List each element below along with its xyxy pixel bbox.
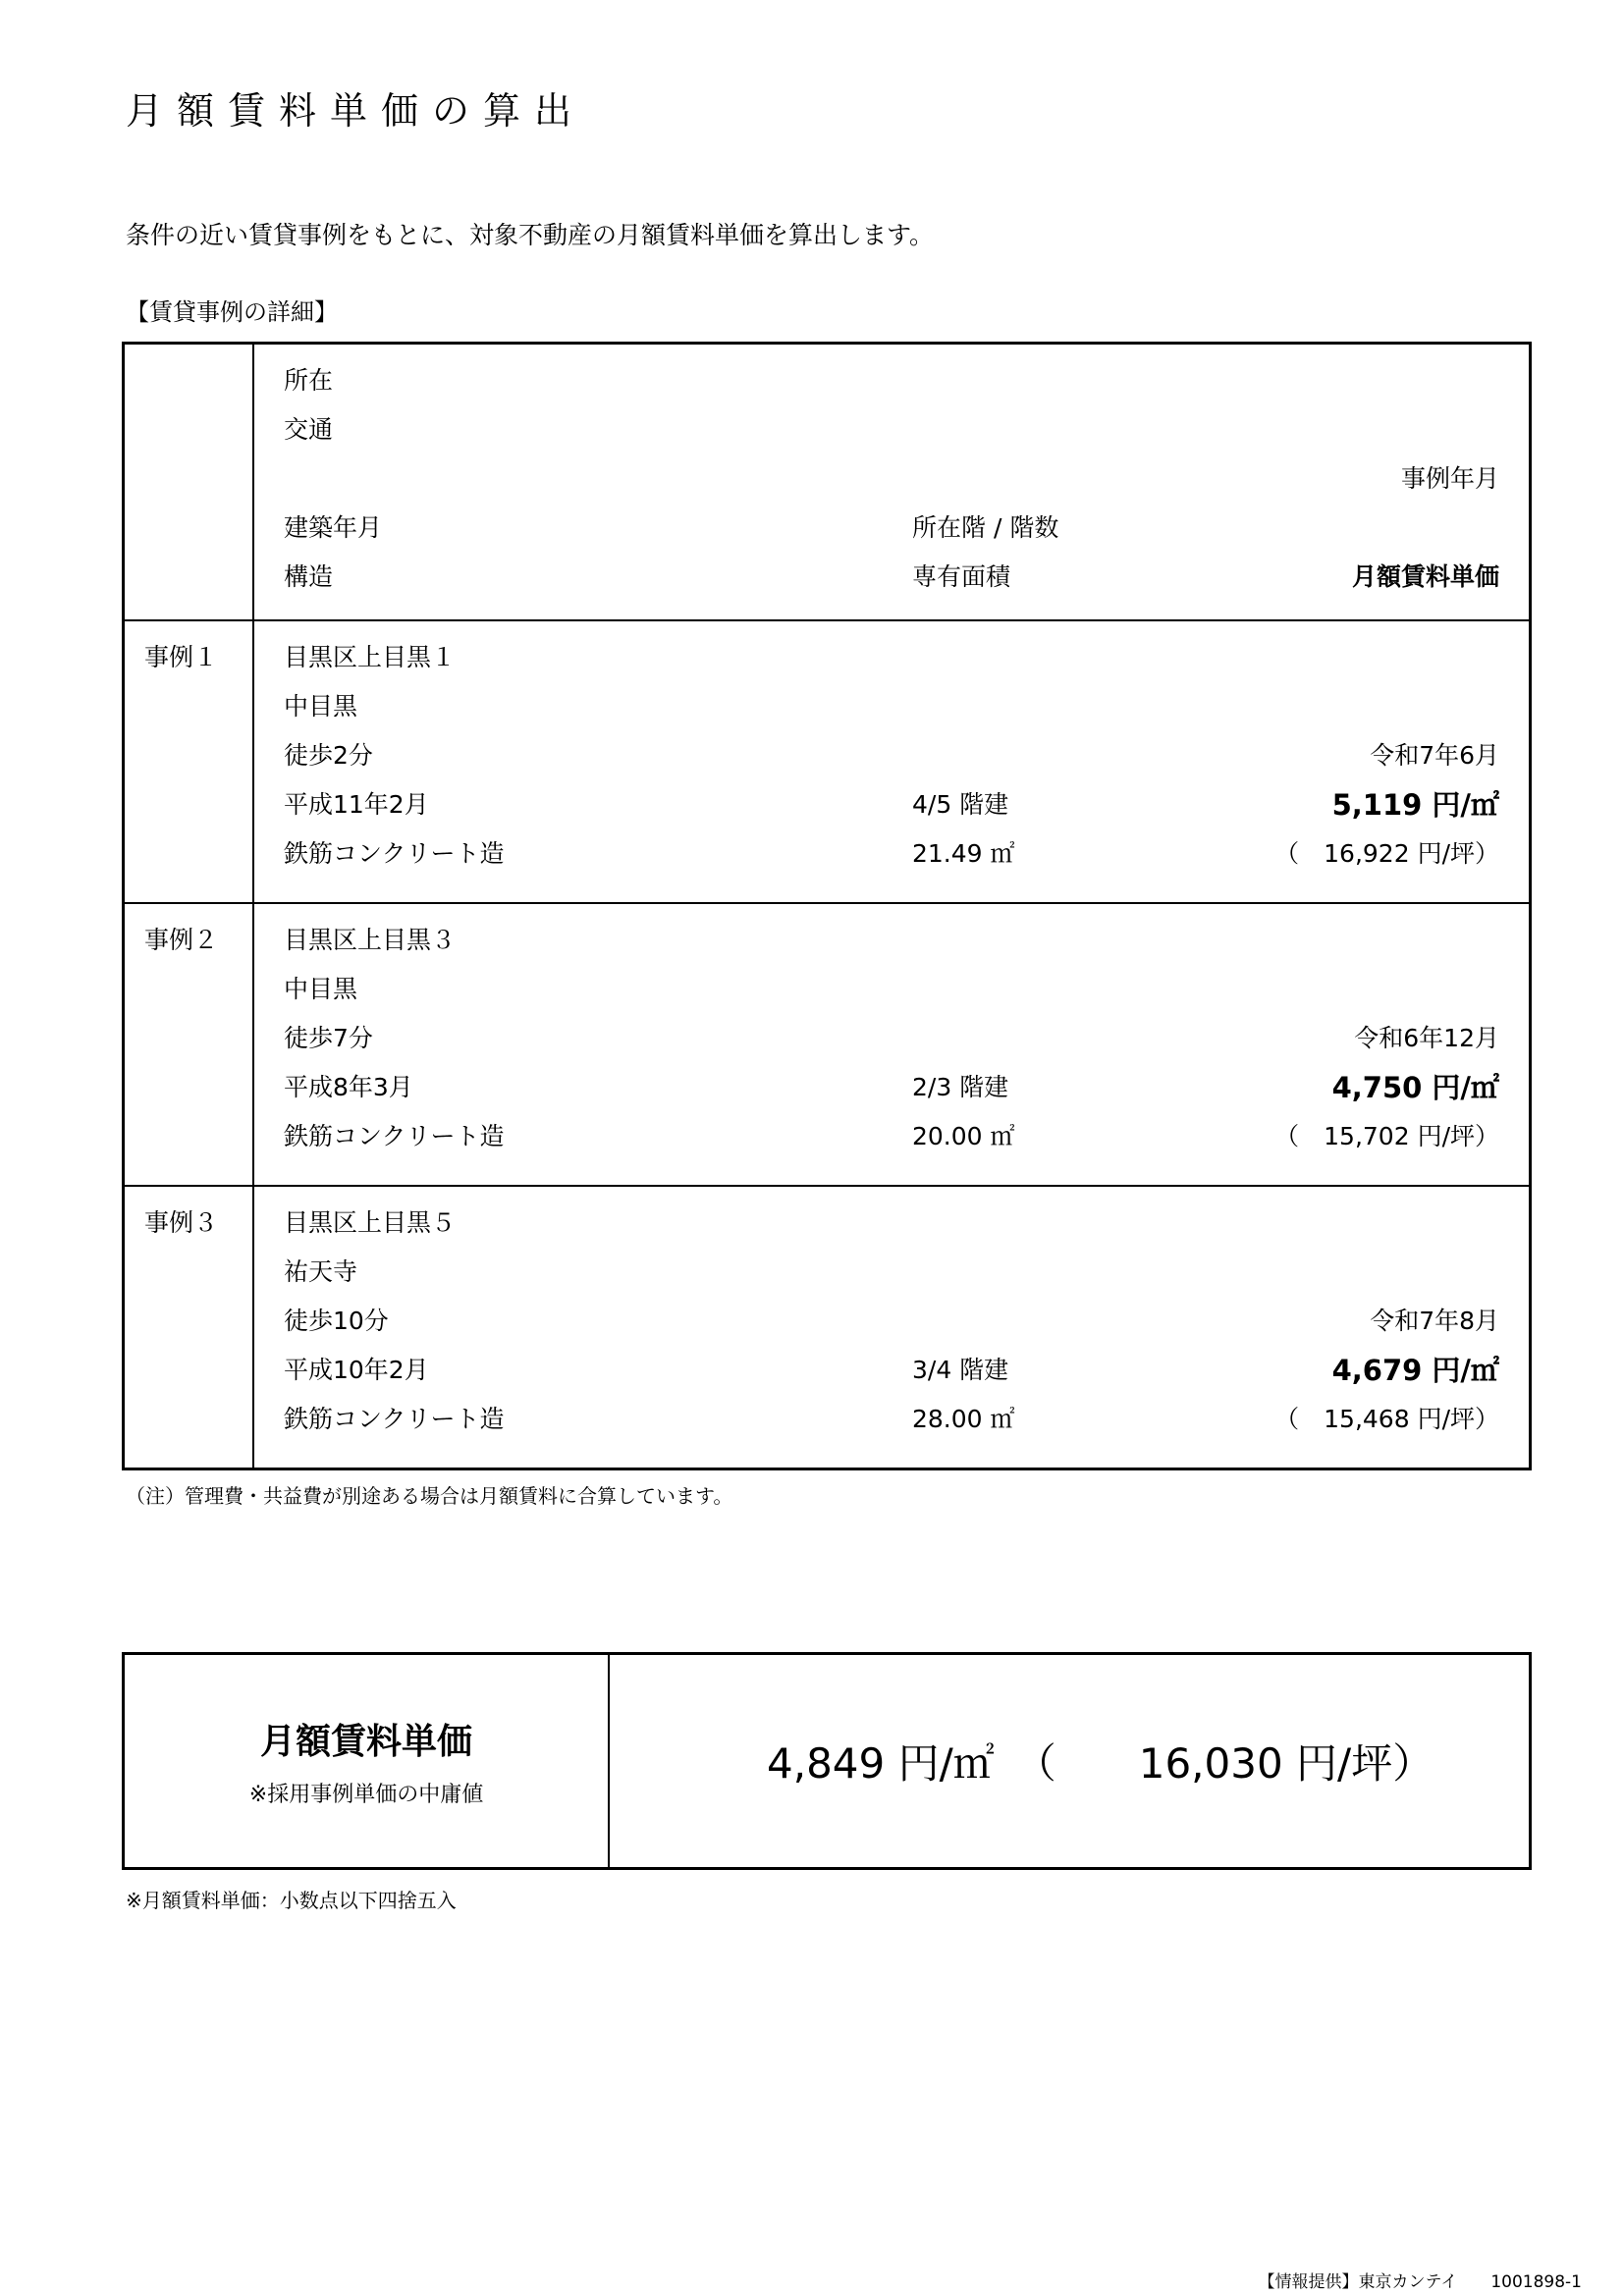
case-row (124, 620, 1531, 903)
header-rent: 月額賃料単価 (1351, 562, 1499, 591)
case-structure: 鉄筋コンクリート造 (284, 1122, 505, 1150)
header-area: 専有面積 (912, 562, 1011, 591)
header-label-cell (124, 344, 254, 621)
case-rent: 4,679 円/㎡ (1331, 1354, 1499, 1387)
summary-table (122, 1652, 1532, 1870)
header-built: 建築年月 (284, 513, 383, 542)
credit-line: 【情報提供】東京カンテイ 1001898-1 (1258, 2272, 1582, 2292)
case-label: 事例３ (144, 1208, 219, 1237)
case-structure: 鉄筋コンクリート造 (284, 1405, 505, 1433)
case-label: 事例２ (144, 926, 219, 954)
header-floor: 所在階 / 階数 (912, 513, 1059, 542)
summary-label-cell (124, 1654, 610, 1869)
header-row (124, 344, 1531, 621)
header-transport: 交通 (284, 415, 334, 444)
case-built: 平成10年2月 (284, 1356, 429, 1384)
case-rent-tsubo: （ 16,922 円/坪） (1274, 839, 1499, 868)
case-rent: 5,119 円/㎡ (1331, 788, 1499, 822)
header-structure: 構造 (284, 562, 334, 591)
case-row (124, 1186, 1531, 1469)
case-floor: 2/3 階建 (912, 1073, 1009, 1101)
case-date: 令和7年6月 (1370, 741, 1499, 770)
intro-text: 条件の近い賃貸事例をもとに、対象不動産の月額賃料単価を算出します。 (126, 221, 935, 249)
case-date: 令和7年8月 (1370, 1307, 1499, 1335)
case-station: 中目黒 (284, 975, 358, 1003)
case-walk: 徒歩7分 (284, 1024, 373, 1052)
case-walk: 徒歩10分 (284, 1307, 389, 1335)
cases-table (122, 342, 1532, 1470)
header-case-date: 事例年月 (1400, 464, 1499, 493)
case-rent: 4,750 円/㎡ (1331, 1071, 1499, 1104)
section-heading: 【賃貸事例の詳細】 (126, 298, 338, 326)
summary-title: 月額賃料単価 (259, 1722, 472, 1762)
case-rent-tsubo: （ 15,702 円/坪） (1274, 1122, 1499, 1150)
summary-subtitle: ※採用事例単価の中庸値 (248, 1783, 484, 1807)
case-walk: 徒歩2分 (284, 741, 373, 770)
header-location: 所在 (284, 366, 334, 395)
case-floor: 3/4 階建 (912, 1356, 1009, 1384)
case-location: 目黒区上目黒１ (284, 643, 457, 671)
rounding-note: ※月額賃料単価：小数点以下四捨五入 (126, 1889, 457, 1912)
case-area: 20.00 ㎡ (912, 1122, 1015, 1150)
page-title: 月額賃料単価の算出 (126, 89, 586, 133)
table-note: （注）管理費・共益費が別途ある場合は月額賃料に合算しています。 (126, 1484, 733, 1508)
case-station: 祐天寺 (284, 1257, 358, 1286)
case-date: 令和6年12月 (1354, 1024, 1499, 1052)
case-area: 21.49 ㎡ (912, 839, 1015, 868)
header-cell (253, 344, 1531, 621)
case-label: 事例１ (144, 643, 219, 671)
case-location: 目黒区上目黒３ (284, 926, 457, 954)
case-floor: 4/5 階建 (912, 790, 1009, 819)
case-station: 中目黒 (284, 692, 358, 721)
case-row (124, 903, 1531, 1186)
summary-value: 4,849 円/㎡ （ 16,030 円/坪） (609, 1654, 1531, 1869)
case-structure: 鉄筋コンクリート造 (284, 839, 505, 868)
case-built: 平成8年3月 (284, 1073, 413, 1101)
case-built: 平成11年2月 (284, 790, 429, 819)
case-location: 目黒区上目黒５ (284, 1208, 457, 1237)
case-area: 28.00 ㎡ (912, 1405, 1015, 1433)
case-rent-tsubo: （ 15,468 円/坪） (1274, 1405, 1499, 1433)
